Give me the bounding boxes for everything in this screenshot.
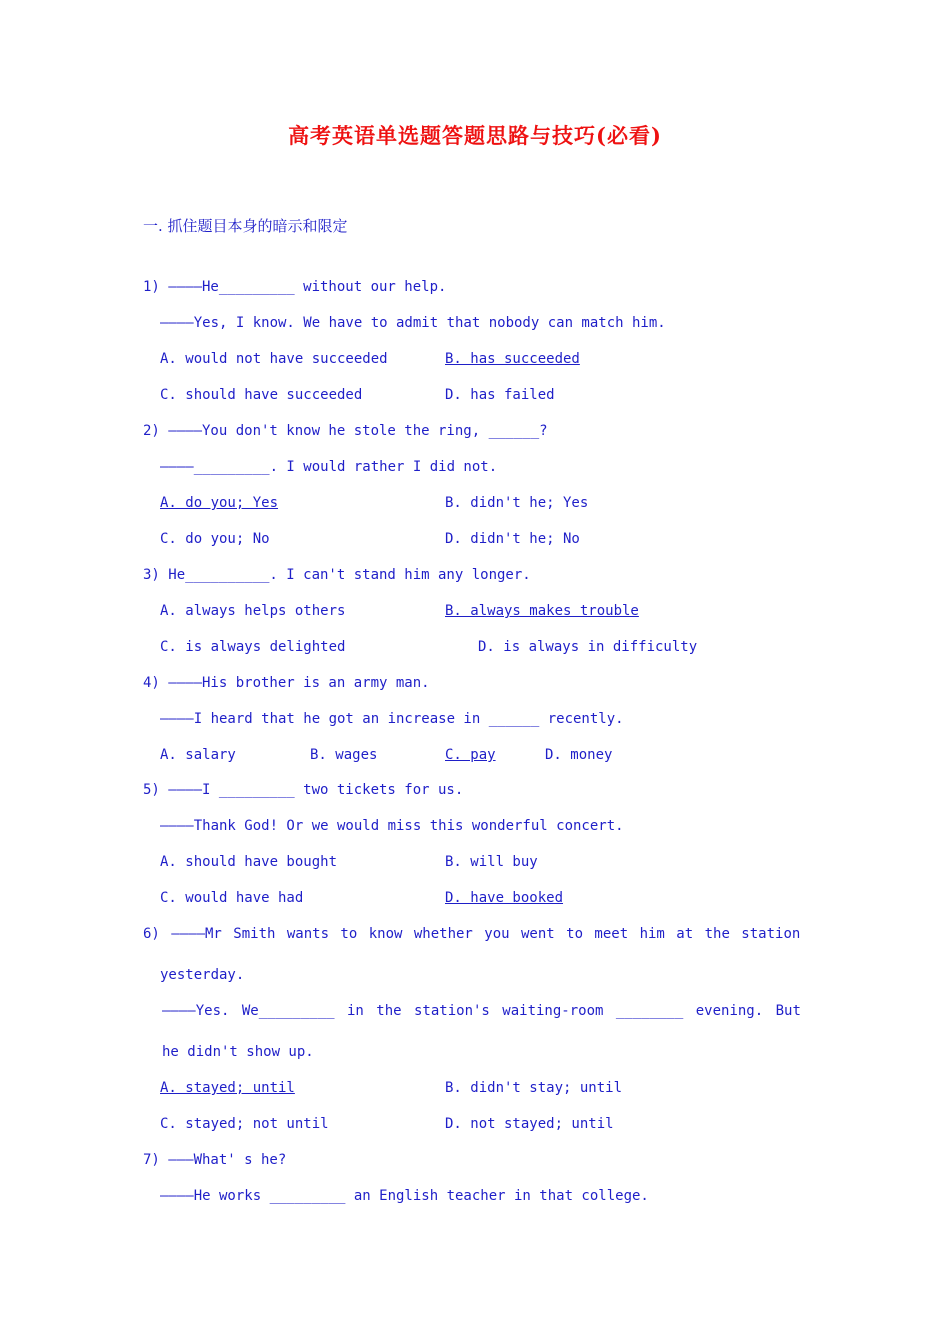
question-4-option-c-answer: C. pay bbox=[445, 747, 496, 763]
question-1-response: ————Yes, I know. We have to admit that nobody can match him. bbox=[160, 315, 666, 331]
question-6-response-cont: he didn't show up. bbox=[162, 1044, 314, 1060]
question-5-option-c: C. would have had bbox=[160, 890, 304, 906]
question-1-option-b-answer: B. has succeeded bbox=[445, 351, 580, 367]
question-4-option-b: B. wages bbox=[310, 747, 378, 763]
question-4-response: ————I heard that he got an increase in ______ recently. bbox=[160, 711, 624, 727]
section-heading: 一. 抓住题目本身的暗示和限定 bbox=[143, 217, 348, 235]
question-1-option-a: A. would not have succeeded bbox=[160, 351, 388, 367]
question-3-option-a: A. always helps others bbox=[160, 603, 346, 619]
question-3-option-b-answer: B. always makes trouble bbox=[445, 603, 639, 619]
question-2-option-b: B. didn't he; Yes bbox=[445, 495, 589, 511]
question-2-response: ————_________. I would rather I did not. bbox=[160, 459, 498, 475]
question-6-option-a-answer: A. stayed; until bbox=[160, 1080, 295, 1096]
question-6-option-d: D. not stayed; until bbox=[445, 1116, 614, 1132]
question-2-option-d: D. didn't he; No bbox=[445, 531, 580, 547]
question-1-option-c: C. should have succeeded bbox=[160, 387, 363, 403]
question-2-option-c: C. do you; No bbox=[160, 531, 270, 547]
question-7-stem: 7) ———What' s he? bbox=[143, 1152, 287, 1168]
question-5-option-a: A. should have bought bbox=[160, 854, 338, 870]
question-3-stem: 3) He__________. I can't stand him any longer. bbox=[143, 567, 531, 583]
question-1-stem: 1) ————He_________ without our help. bbox=[143, 279, 447, 295]
question-6-response: ————Yes. We_________ in the station's waiting-room ________ evening. But bbox=[162, 1003, 801, 1019]
question-5-response: ————Thank God! Or we would miss this wonderful concert. bbox=[160, 818, 624, 834]
question-4-stem: 4) ————His brother is an army man. bbox=[143, 675, 430, 691]
question-6-stem-cont: yesterday. bbox=[160, 967, 245, 983]
question-6-option-b: B. didn't stay; until bbox=[445, 1080, 623, 1096]
question-6-option-c: C. stayed; not until bbox=[160, 1116, 329, 1132]
question-1-option-d: D. has failed bbox=[445, 387, 555, 403]
question-4-option-a: A. salary bbox=[160, 747, 236, 763]
question-2-option-a-answer: A. do you; Yes bbox=[160, 495, 279, 511]
question-3-option-d: D. is always in difficulty bbox=[478, 639, 698, 655]
question-5-option-b: B. will buy bbox=[445, 854, 538, 870]
question-4-option-d: D. money bbox=[545, 747, 613, 763]
question-6-stem: 6) ————Mr Smith wants to know whether you went to meet him at the station bbox=[143, 926, 801, 942]
page-title: 高考英语单选题答题思路与技巧(必看) bbox=[288, 123, 662, 148]
question-2-stem: 2) ————You don't know he stole the ring, ______? bbox=[143, 423, 548, 439]
question-5-option-d-answer: D. have booked bbox=[445, 890, 564, 906]
question-7-response: ————He works _________ an English teacher in that college. bbox=[160, 1188, 649, 1204]
question-3-option-c: C. is always delighted bbox=[160, 639, 346, 655]
question-5-stem: 5) ————I _________ two tickets for us. bbox=[143, 782, 464, 798]
